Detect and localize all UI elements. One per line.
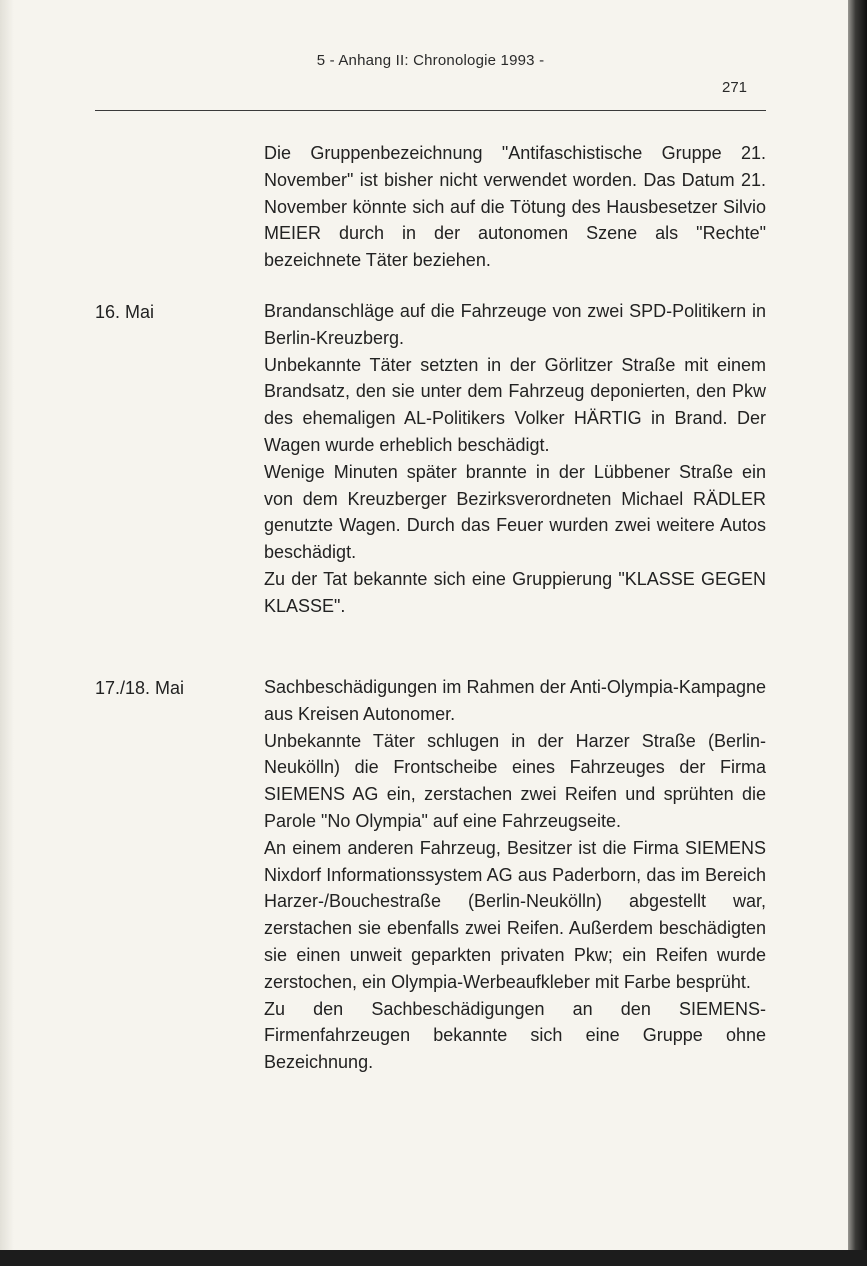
header-rule bbox=[95, 110, 766, 111]
paragraph: Zu der Tat bekannte sich eine Gruppierung "KLASSE GEGEN KLASSE". bbox=[264, 568, 766, 616]
running-title: 5 - Anhang II: Chronologie 1993 - bbox=[316, 52, 545, 69]
entry-text bbox=[264, 298, 766, 620]
book-spine-edge bbox=[848, 0, 867, 1266]
paragraph: An einem anderen Fahrzeug, Besitzer ist die Firma SIEMENS Nixdorf Informationssystem AG aus Paderborn, das im Bereich Harzer-/Bouchestraße (Berlin-Neukölln) abgestellt war, zerstachen sie ebenfalls zwei Reifen. Außerdem beschädigten sie einen unweit geparkten privaten Pkw; ein Reifen wurde zerstochen, ein Olympia-Werbeaufkleber mit Farbe besprüht. bbox=[264, 837, 766, 992]
entry-date: 16. Mai bbox=[95, 302, 155, 322]
paragraph: Wenige Minuten später brannte in der Lübbener Straße ein von dem Kreuzberger Bezirksverordneten Michael RÄDLER genutzte Wagen. Durch das Feuer wurden zwei weitere Autos beschädigt. bbox=[264, 461, 766, 563]
page-number: 271 bbox=[722, 79, 748, 96]
paragraph: Sachbeschädigungen im Rahmen der Anti-Olympia-Kampagne aus Kreisen Autonomer. bbox=[264, 677, 766, 724]
running-head bbox=[0, 52, 867, 69]
paragraph: Unbekannte Täter setzten in der Görlitzer Straße mit einem Brandsatz, den sie unter dem Fahrzeug deponierten, den Pkw des ehemaligen AL-Politikers Volker HÄRTIG in Brand. Der Wagen wurde erheblich beschädigt. bbox=[264, 354, 766, 455]
paragraph: Zu den Sachbeschädigungen an den SIEMENS-Firmenfahrzeugen bekannte sich eine Gruppe ohne Bezeichnung. bbox=[264, 998, 766, 1073]
entry-date: 17./18. Mai bbox=[95, 678, 185, 698]
page-gutter-shadow bbox=[0, 0, 14, 1250]
scan-bottom-edge bbox=[0, 1250, 867, 1266]
paragraph: Unbekannte Täter schlugen in der Harzer Straße (Berlin-Neukölln) die Frontscheibe eines Fahrzeuges der Firma SIEMENS AG ein, zerstachen zwei Reifen und sprühten die Parole "No Olympia" auf eine Fahrzeugseite. bbox=[264, 730, 766, 831]
entry-text bbox=[264, 674, 766, 1076]
paragraph: Die Gruppenbezeichnung "Antifaschistische Gruppe 21. November" ist bisher nicht verwendet worden. Das Datum 21. November könnte sich auf die Tötung des Hausbesetzer Silvio MEIER durch in der autonomen Szene als "Rechte" bezeichnete Täter beziehen. bbox=[264, 143, 766, 271]
paragraph: Brandanschläge auf die Fahrzeuge von zwei SPD-Politikern in Berlin-Kreuzberg. bbox=[264, 301, 766, 348]
continuation-text bbox=[264, 140, 766, 274]
